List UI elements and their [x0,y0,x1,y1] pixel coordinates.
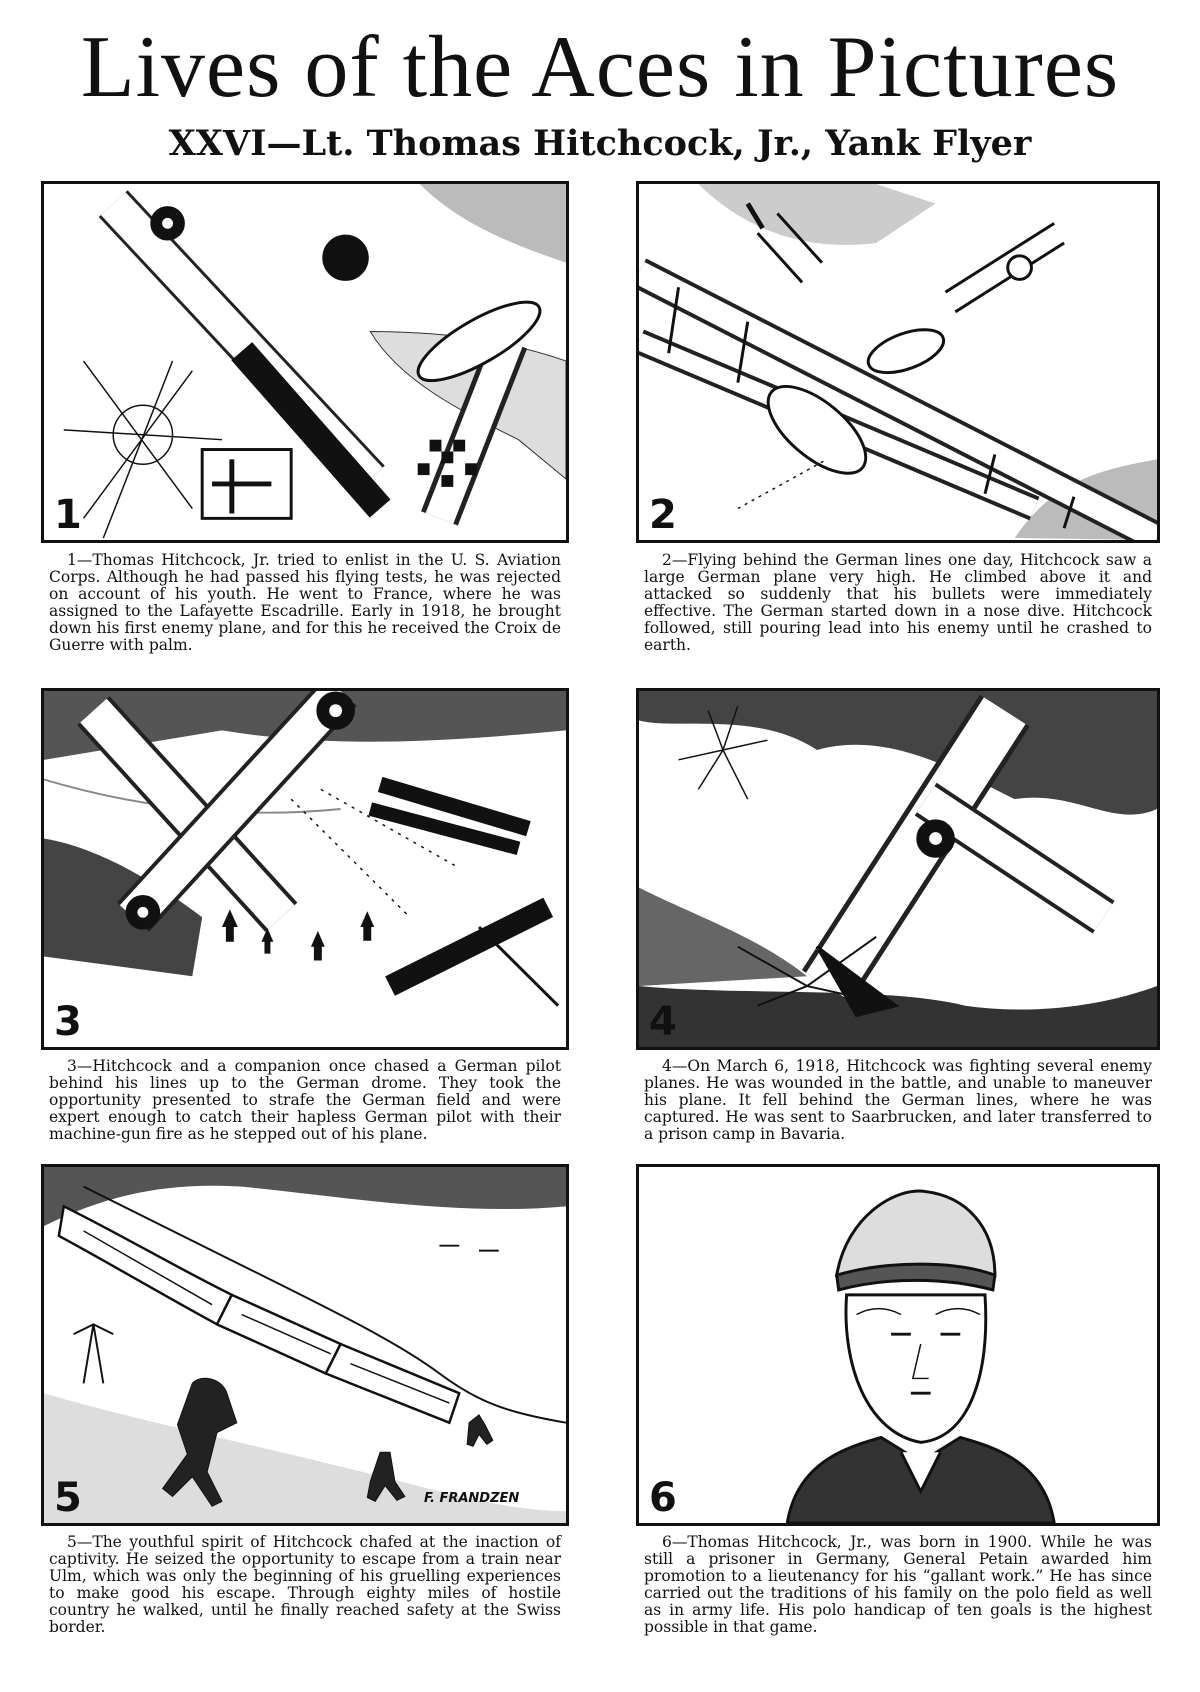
page-subtitle: XXVI—Lt. Thomas Hitchcock, Jr., Yank Flyer [168,123,1032,164]
panel-number: 4 [649,999,677,1045]
panel-5 [41,1164,569,1526]
panel-4 [636,688,1160,1050]
dogfight-scene-icon [44,184,566,540]
soldier-portrait-icon [639,1167,1157,1523]
train-escape-scene-icon [44,1167,566,1523]
panel-number: 3 [54,999,82,1045]
airfield-strafe-scene-icon [44,691,566,1047]
biplane-attack-scene-icon [639,184,1157,540]
panel-caption: 3—Hitchcock and a companion once chased a German pilot behind his lines up to the German drome. They took the opportunity presented to strafe the German field and were expert enough to catch their hapless German pilot with their machine-gun fire as he stepped out of his plane. [49,1057,561,1143]
panel-caption: 2—Flying behind the German lines one day, Hitchcock saw a large German plane very high. He climbed above it and attacked so suddenly that his bullets were immediately effective. The German started down in a nose dive. Hitchcock followed, still pouring lead into his enemy until he crashed to earth. [644,551,1152,654]
panel-caption: 4—On March 6, 1918, Hitchcock was fighting several enemy planes. He was wounded in the battle, and unable to maneuver his plane. It fell behind the German lines, where he was captured. He was sent to Saarbrucken, and later transferred to a prison camp in Bavaria. [644,1057,1152,1143]
panel-number: 5 [54,1475,82,1521]
panel-number: 6 [649,1475,677,1521]
plane-crash-scene-icon [639,691,1157,1047]
panel-1 [41,181,569,543]
panel-caption: 5—The youthful spirit of Hitchcock chafed at the inaction of captivity. He seized the opportunity to escape from a train near Ulm, which was only the beginning of his gruelling experiences to make good his escape. Through eighty miles of hostile country he walked, until he finally reached safety at the Swiss border. [49,1533,561,1636]
panel-number: 2 [649,492,677,538]
panel-2 [636,181,1160,543]
page-title: Lives of the Aces in Pictures [80,19,1120,116]
panel-caption: 6—Thomas Hitchcock, Jr., was born in 1900. While he was still a prisoner in Germany, General Petain awarded him promotion to a lieutenancy for his “gallant work.” He has since carried out the traditions of his family on the polo field as well as in army life. His polo handicap of ten goals is the highest possible in that game. [644,1533,1152,1636]
panel-number: 1 [54,492,82,538]
artist-signature: F. FRANDZEN [424,1491,520,1506]
panel-caption: 1—Thomas Hitchcock, Jr. tried to enlist in the U. S. Aviation Corps. Although he had passed his flying tests, he was rejected on account of his youth. He went to France, where he was assigned to the Lafayette Escadrille. Early in 1918, he brought down his first enemy plane, and for this he received the Croix de Guerre with palm. [49,551,561,654]
panel-3 [41,688,569,1050]
panel-6 [636,1164,1160,1526]
